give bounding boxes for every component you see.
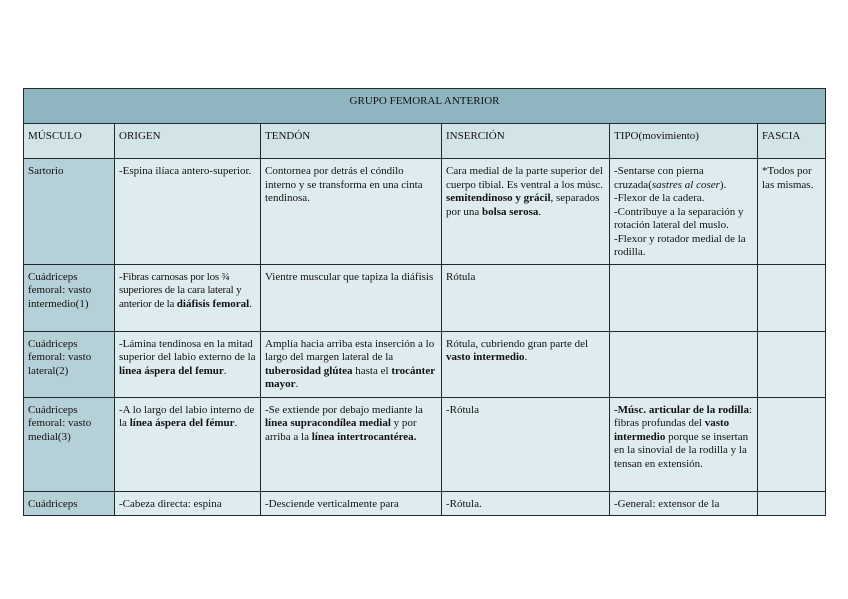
text-segment: -Contribuye a la separación y rotación lateral del muslo. [614, 205, 744, 231]
text-segment: -Se extiende por debajo mediante la [265, 403, 423, 416]
cell-insercion: -Rótula [442, 397, 610, 491]
cell-tipo: -General: extensor de la [610, 491, 758, 516]
text-segment: , separados por una [446, 192, 600, 218]
cell-insercion [442, 159, 610, 265]
header-row [24, 124, 826, 159]
cell-tipo [610, 264, 758, 331]
cell-fascia [758, 264, 826, 331]
cell-insercion [442, 331, 610, 397]
text-segment: . [249, 297, 252, 310]
cell-fascia: *Todos por las mismas. [758, 159, 826, 265]
header-musculo: MÚSCULO [24, 124, 115, 159]
text-segment: . [524, 351, 528, 363]
text-segment: . [234, 417, 238, 429]
cell-origen [115, 397, 261, 491]
header-tipo: TIPO(movimiento) [610, 124, 758, 159]
table-row [24, 397, 826, 491]
cell-fascia [758, 491, 826, 516]
bold-segment: semitendinoso y grácil [446, 192, 551, 204]
table-title: GRUPO FEMORAL ANTERIOR [24, 89, 826, 124]
table-row [24, 491, 826, 516]
cell-insercion: Rótula [442, 264, 610, 331]
cell-fascia [758, 331, 826, 397]
text-segment: -Flexor y rotador medial de la rodilla. [614, 232, 746, 258]
bold-segment: línea supracondílea medial [265, 417, 391, 429]
cell-insercion: -Rótula. [442, 491, 610, 516]
text-segment: ). [719, 178, 727, 191]
text-segment: Rótula, cubriendo gran parte del [446, 337, 589, 350]
bold-segment: diáfisis femoral [176, 297, 250, 310]
cell-tendon: Contornea por detrás el cóndilo interno y se transforma en una cinta tendinosa. [261, 159, 442, 265]
text-segment: porque se insertan en la sinovial de la rodilla y la tensan en extensión. [614, 430, 749, 470]
text-segment: -Fibras carnosas por los ¾ superiores de la cara lateral y anterior de la [119, 270, 242, 310]
cell-tendon [261, 397, 442, 491]
cell-tipo [610, 331, 758, 397]
table-row [24, 331, 826, 397]
cell-musculo: Cuádriceps femoral: vasto intermedio(1) [24, 264, 115, 331]
bold-segment: línea intertrocantérea. [311, 430, 417, 443]
italic-segment: sastres al coser [651, 178, 720, 191]
text-segment: . [223, 364, 227, 377]
muscle-table [23, 88, 826, 516]
cell-musculo: Cuádriceps femoral: vasto medial(3) [24, 397, 115, 491]
cell-origen [115, 264, 261, 331]
bold-segment: tuberosidad glútea [265, 364, 353, 377]
text-segment: -Sentarse con pierna cruzada( [614, 165, 704, 191]
cell-musculo: Cuádriceps femoral: vasto lateral(2) [24, 331, 115, 397]
cell-tipo [610, 397, 758, 491]
table-row [24, 264, 826, 331]
text-segment: -Flexor de la cadera. [614, 192, 705, 204]
cell-origen [115, 331, 261, 397]
cell-tendon: Vientre muscular que tapiza la diáfisis [261, 264, 442, 331]
cell-musculo: Cuádriceps [24, 491, 115, 516]
header-fascia: FASCIA [758, 124, 826, 159]
bold-segment: vasto intermedio [614, 417, 730, 443]
text-segment: -Lámina tendinosa en la mitad superior del labio externo de la [119, 337, 256, 363]
cell-tendon: -Desciende verticalmente para [261, 491, 442, 516]
text-segment: : fibras profundas del [614, 403, 753, 429]
bold-segment: trocánter mayor [265, 364, 435, 390]
table-row [24, 159, 826, 265]
text-segment: hasta el [352, 364, 392, 377]
header-origen: ORIGEN [115, 124, 261, 159]
header-insercion: INSERCIÓN [442, 124, 610, 159]
cell-origen: -Espina ilíaca antero-superior. [115, 159, 261, 265]
cell-tipo [610, 159, 758, 265]
bold-segment: vasto intermedio [446, 351, 525, 363]
text-segment: y por arriba a la [265, 417, 417, 443]
cell-musculo: Sartorio [24, 159, 115, 265]
bold-segment: línea áspera del fémur [129, 417, 235, 429]
bold-segment: -Músc. articular de la rodilla [614, 403, 749, 416]
cell-fascia [758, 397, 826, 491]
text-segment: -A lo largo del labio interno de la [119, 403, 255, 429]
text-segment: . [538, 205, 542, 218]
bold-segment: línea áspera del femur [119, 364, 224, 377]
header-tendon: TENDÓN [261, 124, 442, 159]
bold-segment: bolsa serosa [482, 205, 539, 218]
title-row [24, 89, 826, 124]
text-segment: Amplía hacia arriba esta inserción a lo largo del margen lateral de la [265, 337, 435, 363]
cell-origen: -Cabeza directa: espina [115, 491, 261, 516]
text-segment: Cara medial de la parte superior del cuerpo tibial. Es ventral a los músc. [446, 165, 604, 191]
text-segment: . [295, 378, 299, 390]
cell-tendon [261, 331, 442, 397]
